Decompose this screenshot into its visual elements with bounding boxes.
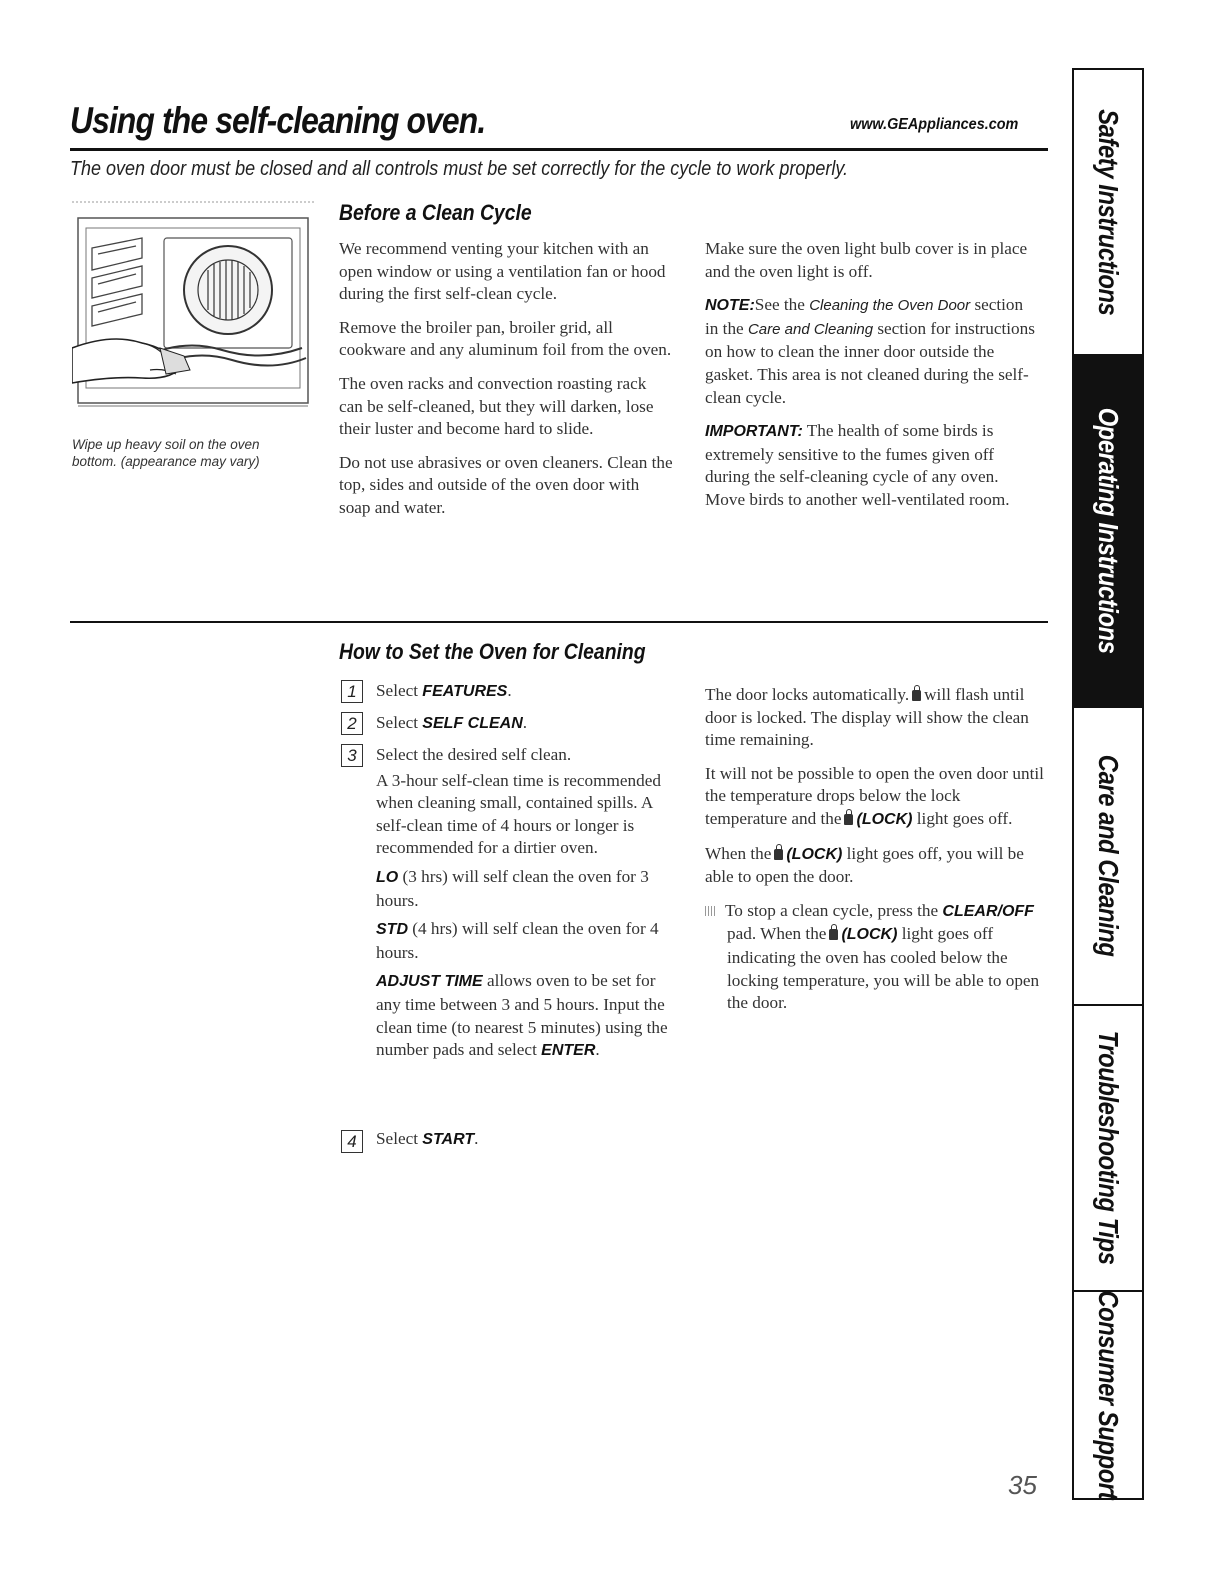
website-url[interactable]: www.GEAppliances.com <box>850 116 1019 133</box>
before-right-column <box>705 238 1040 512</box>
step-1 <box>341 680 681 704</box>
page-title: Using the self-cleaning oven. <box>70 100 486 141</box>
adjust-end: . <box>595 1040 600 1060</box>
step-4-end: . <box>474 1129 479 1148</box>
step-3-text: Select the desired self clean. <box>376 745 572 764</box>
step-number-1: 1 <box>341 680 363 703</box>
start-keyword: START <box>422 1131 475 1148</box>
important-paragraph <box>705 420 1040 511</box>
adjust-time-keyword: ADJUST TIME <box>376 973 483 991</box>
figure-caption: Wipe up heavy soil on the oven bottom. (appearance may vary) <box>72 437 260 469</box>
before-p3: The oven racks and convection roasting rack can be self-cleaned, but they will darken, lose their luster and become hard to slide. <box>339 373 654 439</box>
oven-cleaning-drawing <box>72 198 314 413</box>
clear-off-keyword: CLEAR/OFF <box>942 902 1034 920</box>
oven-illustration <box>72 198 314 413</box>
tab-label: Troubleshooting Tips <box>1093 1031 1124 1265</box>
when-light-paragraph <box>705 843 1045 889</box>
step-3 <box>341 744 681 1063</box>
step-1-end: . <box>507 681 512 700</box>
door-locks-text-b: will flash until door is locked. The display will show the clean time remaining. <box>705 685 1029 750</box>
when-light-text: When the <box>705 843 772 863</box>
when-light-end: light goes off, you will be able to open the door. <box>705 843 1024 887</box>
lock-icon <box>774 849 783 860</box>
before-clean-heading: Before a Clean Cycle <box>339 200 532 225</box>
note-text-2: section in the <box>705 295 1024 338</box>
lock-keyword: (LOCK) <box>841 926 898 944</box>
howto-right-column <box>705 684 1045 1015</box>
stop-text-c: light goes off indicating the oven has cooled below the locking temperature, you will be able to open the door. <box>727 924 1040 1013</box>
note-text-3: section for instructions on how to clean the inner door outside the gasket. This area is not cleaned during the self-clean cycle. <box>705 318 1035 407</box>
std-keyword: STD <box>376 921 408 939</box>
door-locks-paragraph <box>705 684 1045 752</box>
note-paragraph <box>705 294 1040 409</box>
howto-heading: How to Set the Oven for Cleaning <box>339 639 646 664</box>
not-possible-text: It will not be possible to open the oven door until the temperature drops below the lock temperature and the <box>705 763 1044 828</box>
lo-option <box>376 866 666 912</box>
important-text: The health of some birds is extremely sensitive to the fumes given off during the self-cleaning cycle of any oven. Move birds to another well-ventilated room. <box>705 421 1010 509</box>
lock-keyword: (LOCK) <box>856 810 913 828</box>
bullet-icon <box>705 906 717 916</box>
step-number-3: 3 <box>341 744 363 767</box>
tab-operating-instructions[interactable] <box>1074 356 1142 708</box>
step-number-2: 2 <box>341 712 363 735</box>
tab-label: Consumer Support <box>1093 1290 1124 1500</box>
stop-text-a: To stop a clean cycle, press the <box>725 900 943 920</box>
before-p4: Do not use abrasives or oven cleaners. Clean the top, sides and outside of the oven door with soap and water. <box>339 452 673 517</box>
note-ref-care: Care and Cleaning <box>747 320 874 338</box>
important-label: IMPORTANT: <box>705 423 803 441</box>
step-2-end: . <box>522 713 528 732</box>
adjust-option <box>376 970 676 1062</box>
step-number-4: 4 <box>341 1130 363 1153</box>
step-3-detail: A 3-hour self-clean time is recommended when cleaning small, contained spills. A self-clean time of 4 hours or longer is recommended for a dirtier oven. <box>376 770 661 858</box>
tab-consumer-support[interactable] <box>1074 1292 1142 1498</box>
tab-troubleshooting-tips[interactable] <box>1074 1006 1142 1292</box>
step-1-text: Select <box>376 681 423 700</box>
before-left-column <box>339 238 674 520</box>
note-text-1: See the <box>754 295 810 315</box>
step-4-text: Select <box>376 1129 423 1148</box>
enter-keyword: ENTER <box>541 1042 596 1060</box>
tab-label: Operating Instructions <box>1093 408 1124 654</box>
lo-text: (3 hrs) will self clean the oven for 3 hours. <box>376 866 649 910</box>
page-subtitle: The oven door must be closed and all controls must be set correctly for the cycle to work properly. <box>70 158 849 180</box>
lo-keyword: LO <box>376 868 399 886</box>
note-label: NOTE: <box>705 297 755 315</box>
section-rule <box>70 621 1048 623</box>
page-number: 35 <box>1008 1470 1037 1500</box>
lock-icon <box>844 814 853 825</box>
header-rule <box>70 148 1048 151</box>
lock-icon <box>912 690 921 701</box>
lock-keyword: (LOCK) <box>786 845 843 863</box>
tab-label: Safety Instructions <box>1093 108 1124 316</box>
steps-column <box>341 680 681 1160</box>
adjust-text: allows oven to be set for any time between 3 and 5 hours. Input the clean time (to nearest 5 minutes) using the number pads and select <box>376 971 668 1060</box>
step-2-text: Select <box>376 713 423 732</box>
not-possible-paragraph <box>705 763 1045 832</box>
step-2 <box>341 712 681 736</box>
tab-care-and-cleaning[interactable] <box>1074 708 1142 1006</box>
lock-icon <box>829 929 838 940</box>
before-p5: Make sure the oven light bulb cover is in place and the oven light is off. <box>705 239 1028 281</box>
section-tabs <box>1072 68 1144 1500</box>
before-p2: Remove the broiler pan, broiler grid, all cookware and any aluminum foil from the oven. <box>339 317 672 360</box>
step-4 <box>341 1128 681 1152</box>
features-keyword: FEATURES <box>422 683 508 700</box>
stop-text-b: pad. When the <box>727 924 827 944</box>
tab-label: Care and Cleaning <box>1093 755 1124 957</box>
std-text: (4 hrs) will self clean the oven for 4 hours. <box>376 919 659 962</box>
door-locks-text-a: The door locks automatically. <box>705 685 910 704</box>
before-p1: We recommend venting your kitchen with an open window or using a ventilation fan or hood during the first self-clean cycle. <box>339 239 666 304</box>
self-clean-keyword: SELF CLEAN <box>422 715 523 732</box>
not-possible-end: light goes off. <box>912 808 1013 828</box>
note-ref-door: Cleaning the Oven Door <box>809 297 971 315</box>
stop-cycle-paragraph <box>705 900 1045 1015</box>
std-option <box>376 918 666 964</box>
tab-safety-instructions[interactable] <box>1074 70 1142 356</box>
